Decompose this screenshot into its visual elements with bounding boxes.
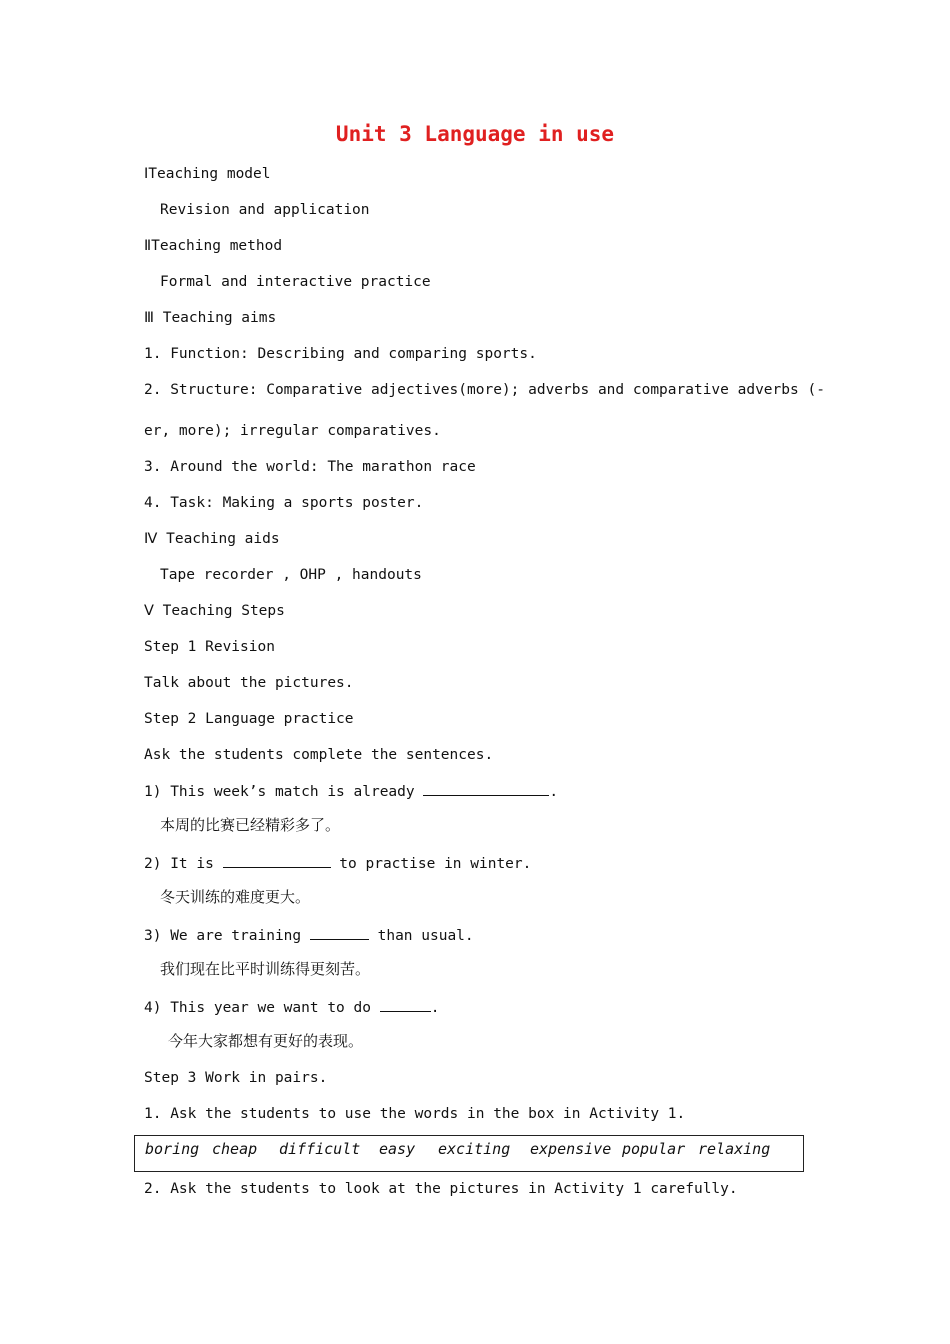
sentence-2	[144, 853, 531, 874]
word-exciting: exciting	[438, 1140, 511, 1158]
step-1-heading: Step 1 Revision	[144, 639, 275, 655]
word-difficult: difficult	[279, 1140, 361, 1158]
teaching-aids-heading: Ⅳ Teaching aids	[144, 531, 280, 547]
step-3-heading: Step 3 Work in pairs.	[144, 1070, 328, 1086]
sentence-4	[144, 997, 439, 1018]
step-1-text: Talk about the pictures.	[144, 675, 354, 691]
word-relaxing: relaxing	[698, 1140, 771, 1158]
word-popular: popular	[622, 1140, 686, 1158]
sentence-2-start: 2) It is	[144, 856, 223, 872]
teaching-aims-heading: Ⅲ Teaching aims	[144, 310, 277, 326]
sentence-2-translation: 冬天训练的难度更大。	[160, 888, 311, 906]
sentence-3-start: 3) We are training	[144, 928, 310, 944]
sentence-3	[144, 925, 474, 946]
teaching-method-heading: ⅡTeaching method	[144, 238, 283, 254]
step-3-item-2: 2. Ask the students to look at the pictures in Activity 1 carefully.	[144, 1181, 738, 1197]
answer-blank-1[interactable]	[423, 781, 549, 796]
word-expensive: expensive	[530, 1140, 612, 1158]
teaching-method-text: Formal and interactive practice	[160, 274, 431, 290]
step-2-heading: Step 2 Language practice	[144, 711, 354, 727]
page-title: Unit 3 Language in use	[335, 122, 615, 146]
sentence-2-end: to practise in winter.	[330, 856, 532, 872]
sentence-1	[144, 781, 558, 802]
teaching-steps-heading: Ⅴ Teaching Steps	[144, 603, 285, 619]
aim-2-line-1: 2. Structure: Comparative adjectives(more); adverbs and comparative adverbs (-	[144, 382, 825, 398]
step-3-item-1: 1. Ask the students to use the words in the box in Activity 1.	[144, 1106, 686, 1122]
teaching-model-heading: ⅠTeaching model	[144, 166, 271, 182]
sentence-1-start: 1) This week’s match is already	[144, 784, 424, 800]
sentence-3-translation: 我们现在比平时训练得更刻苦。	[160, 960, 371, 978]
aim-2-line-2: er, more); irregular comparatives.	[144, 423, 441, 439]
sentence-1-end: .	[549, 784, 559, 800]
teaching-model-text: Revision and application	[160, 202, 370, 218]
word-cheap: cheap	[212, 1140, 258, 1158]
sentence-1-translation: 本周的比赛已经精彩多了。	[160, 816, 341, 834]
sentence-3-end: than usual.	[368, 928, 474, 944]
step-2-text: Ask the students complete the sentences.	[144, 747, 494, 763]
sentence-4-translation: 今年大家都想有更好的表现。	[168, 1032, 364, 1050]
aim-4: 4. Task: Making a sports poster.	[144, 495, 424, 511]
aim-1: 1. Function: Describing and comparing sports.	[144, 346, 537, 362]
word-boring: boring	[145, 1140, 200, 1158]
word-box	[134, 1135, 804, 1172]
teaching-aids-text: Tape recorder , OHP , handouts	[160, 567, 422, 583]
sentence-4-start: 4) This year we want to do	[144, 1000, 380, 1016]
sentence-4-end: .	[430, 1000, 440, 1016]
aim-3: 3. Around the world: The marathon race	[144, 459, 476, 475]
answer-blank-3[interactable]	[310, 925, 369, 940]
answer-blank-2[interactable]	[223, 853, 331, 868]
word-easy: easy	[379, 1140, 416, 1158]
answer-blank-4[interactable]	[380, 997, 431, 1012]
